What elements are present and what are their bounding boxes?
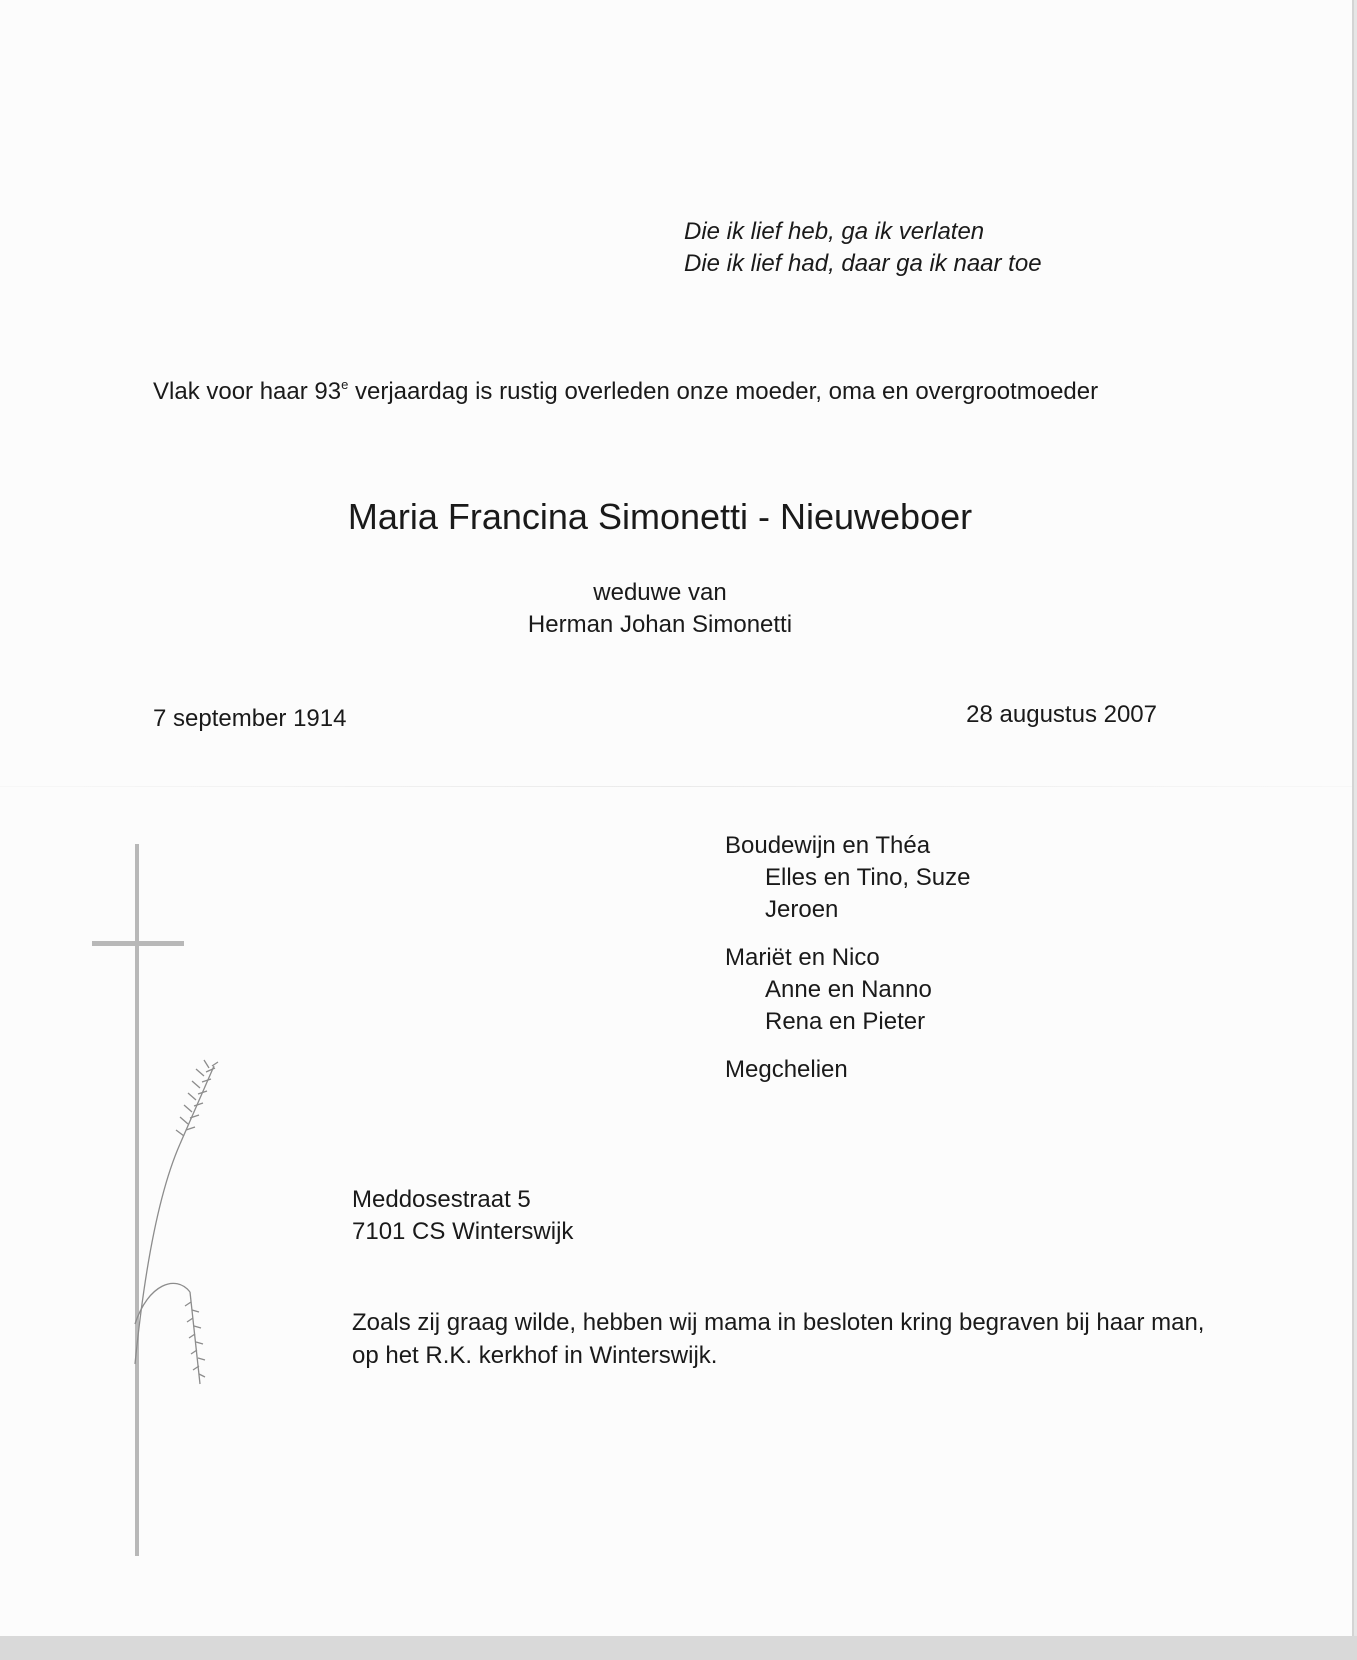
birth-date: 7 september 1914 <box>153 705 347 732</box>
announcement-after: verjaardag is rustig overleden onze moeder, oma en overgrootmoeder <box>348 378 1099 405</box>
family-list <box>725 830 970 1102</box>
address-city: 7101 CS Winterswijk <box>352 1218 574 1245</box>
announcement-before: Vlak voor haar 93 <box>153 378 342 405</box>
family-parent-2: Mariët en Nico <box>725 944 880 971</box>
family-child: Jeroen <box>765 896 839 923</box>
husband-name: Herman Johan Simonetti <box>527 611 793 638</box>
announcement <box>153 377 1098 406</box>
family-parent-3: Megchelien <box>725 1056 848 1083</box>
widow-label: weduwe van <box>593 579 727 606</box>
family-group-1 <box>725 830 970 926</box>
family-group-3 <box>725 1054 970 1086</box>
address <box>352 1184 573 1248</box>
family-child: Elles en Tino, Suze <box>765 864 971 891</box>
poem <box>684 216 1042 280</box>
cross-with-wheat-illustration <box>88 844 248 1564</box>
family-group-2 <box>725 942 970 1038</box>
wheat-stalk-bent <box>135 1283 190 1324</box>
death-date: 28 augustus 2007 <box>966 701 1157 728</box>
scan-bottom-edge <box>0 1636 1357 1660</box>
cross-vertical-beam <box>135 844 139 1556</box>
closing-line-1: Zoals zij graag wilde, hebben wij mama in besloten kring begraven bij haar man, <box>352 1309 1205 1336</box>
widow-of <box>0 577 1320 641</box>
family-parent-1: Boudewijn en Théa <box>725 832 931 859</box>
family-child: Anne en Nanno <box>765 976 932 1003</box>
family-child: Rena en Pieter <box>765 1008 926 1035</box>
closing-text <box>352 1306 1204 1372</box>
fold-line <box>0 786 1352 787</box>
cross-icon <box>92 844 184 1556</box>
poem-line-2: Die ik lief had, daar ga ik naar toe <box>684 250 1042 277</box>
poem-line-1: Die ik lief heb, ga ik verlaten <box>684 218 985 245</box>
closing-line-2: op het R.K. kerkhof in Winterswijk. <box>352 1342 718 1369</box>
deceased-name: Maria Francina Simonetti - Nieuweboer <box>347 496 973 537</box>
wheat-icon <box>135 1060 218 1384</box>
announcement-superscript: e <box>341 377 349 392</box>
cross-horizontal-beam <box>92 941 184 946</box>
wheat-ear-lower-spine <box>190 1292 200 1384</box>
wheat-stalk-main <box>135 1144 180 1364</box>
address-street: Meddosestraat 5 <box>352 1186 531 1213</box>
